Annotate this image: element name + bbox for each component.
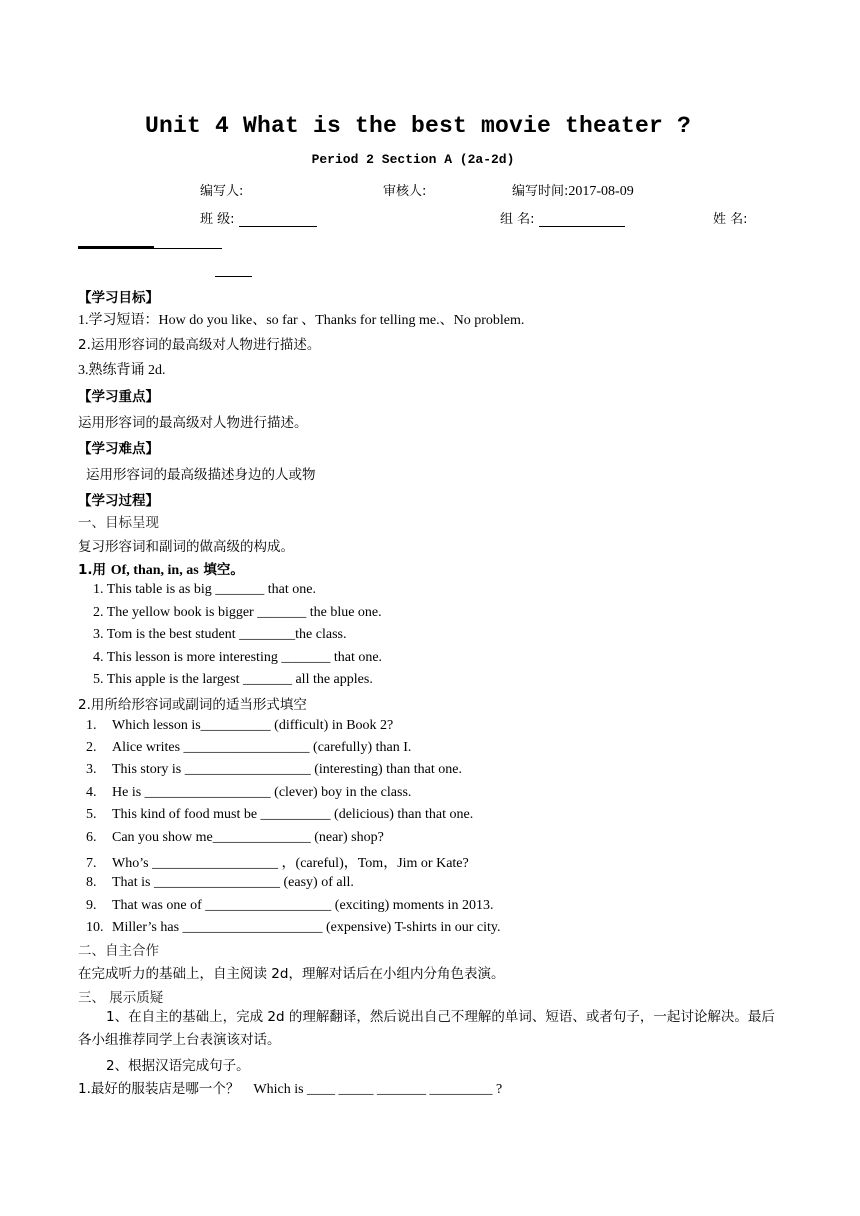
part1-intro: 复习形容词和副词的做高级的构成。 (78, 539, 294, 555)
exercise2-item (86, 762, 462, 778)
exercise2-item (86, 830, 384, 846)
exercise2-title: 2.用所给形容词或副词的适当形式填空 (78, 697, 307, 713)
question-1-chinese: 1.最好的服装店是哪一个？ (78, 1081, 240, 1097)
exercise1-item: 1. This table is as big _______ that one. (93, 582, 316, 597)
name-blank[interactable] (78, 248, 222, 249)
exercise2-item (86, 740, 411, 756)
item-text: Who’s __________________ ，(careful)，Tom，Jim or Kate? (112, 856, 469, 871)
name-blank-underline (78, 246, 154, 248)
exercise2-item (86, 898, 493, 914)
item-text: He is __________________ (clever) boy in the class. (112, 785, 412, 800)
goal-item: 1.学习短语：How do you like、so far 、Thanks for telling me.、No problem. (78, 313, 525, 328)
class-label: 班 级: (200, 212, 235, 227)
difficulty-heading: 【学习难点】 (78, 441, 159, 457)
item-text: That was one of __________________ (exciting) moments in 2013. (112, 898, 494, 913)
difficulty-text: 运用形容词的最高级描述身边的人或物 (86, 467, 316, 483)
group-field (500, 208, 625, 227)
item-text: That is __________________ (easy) of all. (112, 875, 354, 890)
item-number: 5. (86, 807, 97, 822)
item-number: 3. (86, 762, 97, 777)
class-blank[interactable] (239, 213, 317, 227)
focus-heading: 【学习重点】 (78, 389, 159, 405)
item-text: Miller’s has ____________________ (expensive) T-shirts in our city. (112, 920, 501, 935)
stray-underline (215, 276, 252, 277)
goal-item: 2.运用形容词的最高级对人物进行描述。 (78, 337, 321, 353)
name-label: 姓 名: (713, 212, 748, 227)
item-number: 4. (86, 785, 97, 800)
item-number: 2. (86, 740, 97, 755)
page-title: Unit 4 What is the best movie theater ? (144, 113, 692, 139)
part2-title: 二、自主合作 (78, 943, 159, 959)
item-number: 7. (86, 856, 97, 871)
exercise2-item (86, 785, 411, 801)
part3-paragraph: 1、在自主的基础上，完成 2d 的理解翻译，然后说出自己不理解的单词、短语、或者句子，一起讨论解决。最后各小组推荐同学上台表演该对话。 (78, 1009, 775, 1048)
item-number: 8. (86, 875, 97, 890)
exercise2-item (86, 718, 393, 734)
exercise1-item: 5. This apple is the largest _______ all the apples. (93, 672, 373, 687)
item-text: Which lesson is__________ (difficult) in Book 2? (112, 718, 394, 733)
item-text: This kind of food must be __________ (delicious) than that one. (112, 807, 474, 822)
goal-item: 3.熟练背诵 2d. (78, 363, 166, 378)
ex1-title-b: Of, than, in, as (110, 563, 199, 578)
exercise2-item (86, 807, 473, 823)
item-number: 9. (86, 898, 97, 913)
item-number: 10. (86, 920, 104, 935)
ex1-title-c: 填空。 (198, 562, 244, 578)
group-label: 组 名: (500, 212, 535, 227)
item-number: 6. (86, 830, 97, 845)
writer-label: 编写人: (200, 184, 244, 199)
exercise1-item: 4. This lesson is more interesting _______ that one. (93, 650, 383, 665)
exercise1-item: 3. Tom is the best student ________the class. (93, 627, 347, 642)
exercise2-item (86, 920, 500, 936)
part3-title: 三、 展示质疑 (78, 990, 164, 1006)
item-text: Alice writes __________________ (carefully) than I. (112, 740, 412, 755)
class-field (200, 208, 317, 227)
exercise2-item (86, 852, 469, 872)
exercise1-title (78, 558, 244, 579)
part3-instruction: 2、根据汉语完成句子。 (106, 1058, 250, 1074)
group-blank[interactable] (539, 213, 625, 227)
exercise2-item (86, 875, 354, 891)
exercise1-item: 2. The yellow book is bigger _______ the blue one. (93, 605, 382, 620)
item-text: Can you show me______________ (near) shop? (112, 830, 384, 845)
date-value: 2017-08-09 (568, 184, 634, 199)
part1-title: 一、目标呈现 (78, 515, 159, 531)
item-number: 1. (86, 718, 97, 733)
part2-text: 在完成听力的基础上，自主阅读 2d，理解对话后在小组内分角色表演。 (78, 966, 505, 982)
page-subtitle: Period 2 Section A (2a-2d) (311, 152, 515, 167)
reviewer-label: 审核人: (383, 184, 427, 199)
item-text: This story is __________________ (interesting) than that one. (112, 762, 462, 777)
ex1-title-a: 1.用 (78, 562, 111, 578)
date-label: 编写时间: (512, 184, 569, 199)
question-1 (78, 1077, 502, 1098)
goals-heading: 【学习目标】 (78, 290, 159, 306)
question-1-english: Which is ____ _____ _______ _________ ? (253, 1082, 503, 1097)
focus-text: 运用形容词的最高级对人物进行描述。 (78, 415, 308, 431)
date-field (512, 180, 634, 200)
process-heading: 【学习过程】 (78, 493, 159, 509)
